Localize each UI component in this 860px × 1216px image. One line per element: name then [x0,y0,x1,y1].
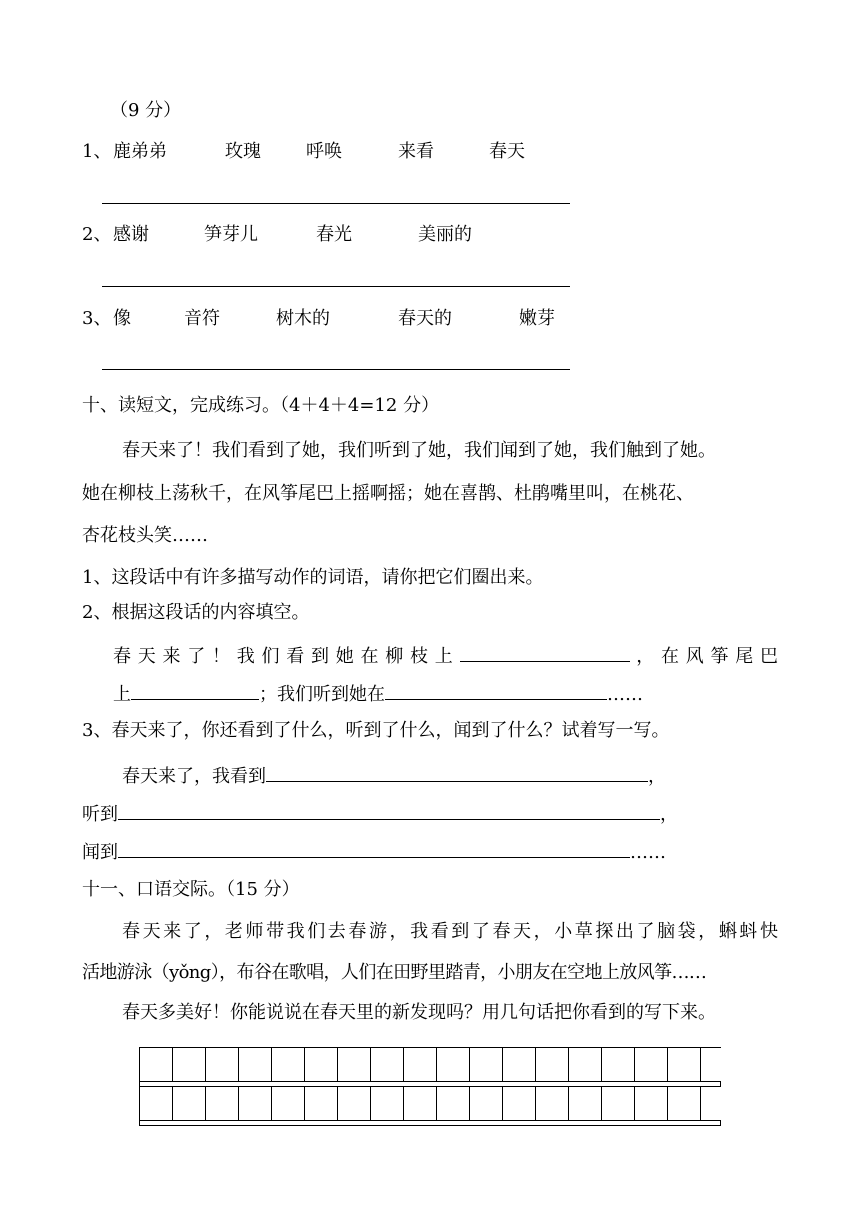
grid-cell[interactable] [239,1048,272,1081]
grid-cell[interactable] [272,1087,305,1120]
q3-text: ， [648,766,666,787]
grid-cell[interactable] [404,1048,437,1081]
section9-points: （9 分） [110,100,182,121]
q3-text: 春天来了，我看到 [122,766,266,787]
grid-cell[interactable] [140,1048,173,1081]
grid-cell[interactable] [305,1048,338,1081]
passage-line-3: 杏花枝头笑…… [82,525,208,546]
grid-cell[interactable] [635,1087,668,1120]
grid-cell[interactable] [536,1087,569,1120]
grid-cell[interactable] [569,1048,602,1081]
q3-fill-line-1 [122,761,666,789]
grid-cell[interactable] [404,1087,437,1120]
passage-line-2: 她在柳枝上荡秋千，在风筝尾巴上摇啊摇；她在喜鹊、杜鹃嘴里叫，在桃花、 [82,483,694,504]
grid-cell[interactable] [602,1048,635,1081]
grid-cell[interactable] [668,1087,701,1120]
grid-cell[interactable] [173,1048,206,1081]
word: 嫩芽 [519,308,555,329]
word: 像 [113,308,131,329]
q3-fill-line-2 [82,799,678,827]
grid-cell[interactable] [437,1087,470,1120]
word: 树木的 [276,308,330,329]
grid-cell[interactable] [371,1087,404,1120]
grid-cell[interactable] [239,1087,272,1120]
blank[interactable] [131,679,259,700]
blank[interactable] [266,761,648,782]
blank[interactable] [118,799,660,820]
grid-cell[interactable] [338,1048,371,1081]
q3-fill-line-3 [82,837,666,865]
passage-line-1: 春天来了！我们看到了她，我们听到了她，我们闻到了她，我们触到了她。 [122,440,716,461]
grid-cell[interactable] [437,1048,470,1081]
q3-text: 听到 [82,804,118,825]
question-1: 1、这段话中有许多描写动作的词语，请你把它们圈出来。 [82,567,544,588]
writing-grid[interactable] [139,1047,721,1126]
blank[interactable] [118,837,630,858]
item-number: 3、 [82,308,112,329]
grid-gap [139,1121,721,1126]
answer-line[interactable] [102,203,570,204]
section10-heading: 十、读短文，完成练习。（4＋4＋4=12 分） [82,395,440,416]
grid-cell[interactable] [371,1048,404,1081]
word: 呼唤 [306,141,342,162]
q3-text: 闻到 [82,842,118,863]
grid-cell[interactable] [668,1048,701,1081]
q2-text: ；我们听到她在 [259,684,385,705]
blank[interactable] [385,679,607,700]
word: 笋芽儿 [204,224,258,245]
q3-text: ， [660,804,678,825]
answer-line[interactable] [102,369,570,370]
word: 春天的 [398,308,452,329]
grid-cell[interactable] [206,1048,239,1081]
q2-fill-line-2 [113,679,643,707]
word: 春天 [489,141,525,162]
grid-cell[interactable] [206,1087,239,1120]
q3-text: …… [630,842,666,863]
grid-cell[interactable] [305,1087,338,1120]
grid-cell[interactable] [140,1087,173,1120]
grid-cell[interactable] [569,1087,602,1120]
grid-cell[interactable] [635,1048,668,1081]
word: 鹿弟弟 [113,141,167,162]
item-number: 2、 [82,224,112,245]
blank[interactable] [460,641,630,662]
grid-cell[interactable] [536,1048,569,1081]
q2-text: …… [607,684,643,705]
paragraph-1-line-1: 春天来了，老师带我们去春游，我看到了春天，小草探出了脑袋，蝌蚪快 [122,921,778,942]
word: 玫瑰 [225,141,261,162]
grid-row [139,1047,721,1082]
word: 美丽的 [418,224,472,245]
q2-text: 春天来了！我们看到她在柳枝上 [113,646,460,667]
item-number: 1、 [82,141,112,162]
q2-text: ，在风筝尾巴 [629,646,778,667]
grid-cell[interactable] [338,1087,371,1120]
paragraph-1-line-2: 活地游泳（yǒng），布谷在歌唱，人们在田野里踏青，小朋友在空地上放风筝…… [82,962,707,983]
grid-cell[interactable] [503,1087,536,1120]
word: 春光 [316,224,352,245]
section11-heading: 十一、口语交际。（15 分） [82,879,300,900]
q2-fill-line-1 [113,641,778,669]
question-2: 2、根据这段话的内容填空。 [82,602,310,623]
word: 感谢 [113,224,149,245]
grid-cell[interactable] [470,1048,503,1081]
grid-row [139,1086,721,1121]
grid-cell[interactable] [470,1087,503,1120]
word: 来看 [398,141,434,162]
q2-text: 上 [113,684,131,705]
grid-cell[interactable] [602,1087,635,1120]
paragraph-2: 春天多美好！你能说说在春天里的新发现吗？用几句话把你看到的写下来。 [122,1002,716,1023]
question-3: 3、春天来了，你还看到了什么，听到了什么，闻到了什么？试着写一写。 [82,720,670,741]
answer-line[interactable] [102,286,570,287]
grid-cell[interactable] [173,1087,206,1120]
grid-cell[interactable] [503,1048,536,1081]
word: 音符 [184,308,220,329]
grid-cell[interactable] [272,1048,305,1081]
